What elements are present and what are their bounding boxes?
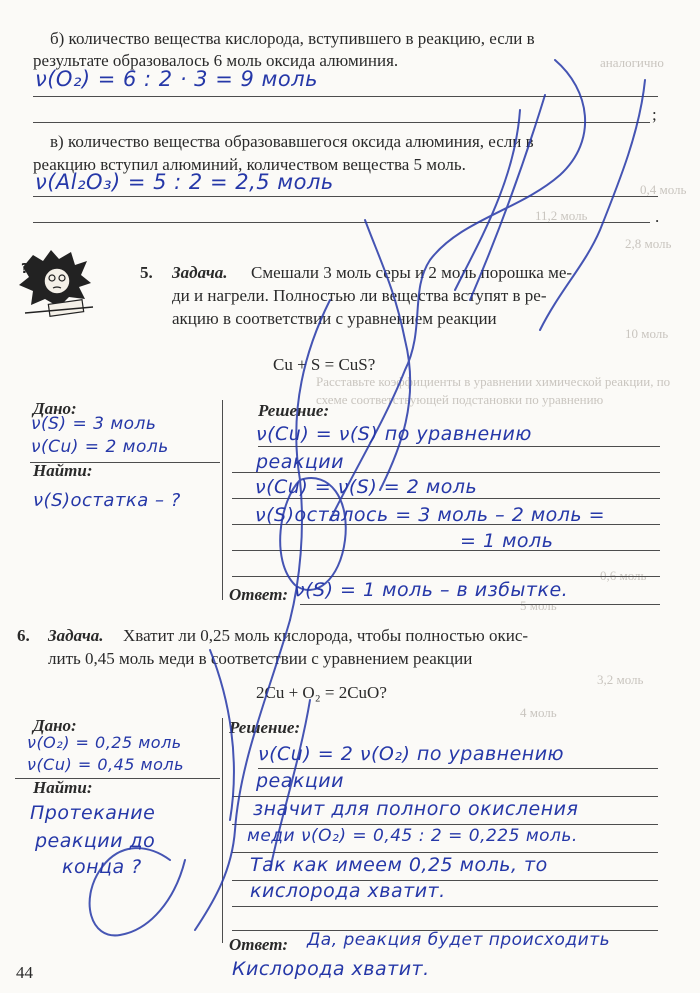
task5-dano-value: ν(S) = 3 моль (31, 414, 157, 434)
task5-label: Задача. (172, 263, 228, 282)
task6-solution-step: кислорода хватит. (250, 880, 446, 902)
item-c-line1: в) количество вещества образовавшегося оксида алюминия, если в (50, 132, 534, 151)
item-b-line2: результате образовалось 6 моль оксида алюминия. (33, 51, 399, 70)
task5-line1: Смешали 3 моль серы и 2 моль порошка ме- (251, 263, 573, 282)
task6-solution-step: Так как имеем 0,25 моль, то (250, 854, 548, 876)
task6-naiti-label: Найти: (33, 778, 93, 797)
item-c-answer: ν(Al₂O₃) = 5 : 2 = 2,5 моль (35, 170, 334, 194)
bleed-text: 3,2 моль (597, 672, 644, 687)
task6-equation: 2Cu + O₂ = 2CuO? (256, 683, 387, 702)
task5-solution-step: ν(Cu) = ν(S) = 2 моль (255, 476, 478, 498)
item-c-line2: реакцию вступил алюминий, количеством вещества 5 моль. (33, 155, 466, 174)
task6-dano-value: ν(Cu) = 0,45 моль (27, 755, 185, 774)
bleed-text: Расставьте коэффициенты в уравнении химической реакции, по (316, 374, 671, 389)
task6-answer: Да, реакция будет происходить (307, 930, 611, 950)
item-c-period: . (655, 207, 660, 226)
page-number: 44 (16, 963, 33, 982)
task5-solution-step: реакции (256, 451, 344, 473)
task5-dano-label: Дано: (33, 399, 77, 418)
task5-naiti-label: Найти: (33, 461, 93, 480)
item-b-line1: б) количество вещества кислорода, вступившего в реакцию, если в (50, 29, 535, 48)
bleed-text: 0,6 моль (600, 568, 647, 583)
task5-dano-value: ν(Cu) = 2 моль (31, 437, 169, 457)
bleed-text: 2,8 моль (625, 236, 672, 251)
task6-naiti-value: реакции до (35, 830, 156, 852)
task6-line1: Хватит ли 0,25 моль кислорода, чтобы полностью окис- (123, 626, 529, 645)
item-b-semicolon: ; (652, 105, 657, 124)
task6-otvet-label: Ответ: (229, 935, 289, 954)
bleed-text: 10 моль (625, 326, 669, 341)
task5-answer: ν(S) = 1 моль – в избытке. (294, 579, 569, 601)
task6-naiti-value: конца ? (62, 856, 142, 878)
task6-solution-step: ν(Cu) = 2 ν(O₂) по уравнению (258, 743, 565, 765)
task5-otvet-label: Ответ: (229, 585, 289, 604)
task6-solution-step: меди ν(O₂) = 0,45 : 2 = 0,225 моль. (247, 826, 578, 846)
task6-naiti-value: Протекание (30, 802, 156, 824)
task6-line2: лить 0,45 моль меди в соответствии с уравнением реакции (48, 649, 473, 668)
task5-naiti-value: ν(S)остатка – ? (33, 490, 181, 511)
bleed-text: 11,2 моль (535, 208, 588, 223)
bleed-text: 5 моль (520, 598, 557, 613)
task5-reshenie-label: Решение: (258, 401, 330, 420)
task5-line3: акцию в соответствии с уравнением реакции (172, 309, 497, 328)
task5-line2: ди и нагрели. Полностью ли вещества вступят в ре- (172, 286, 547, 305)
task5-solution-step: = 1 моль (460, 530, 554, 552)
task6-label: Задача. (48, 626, 104, 645)
bleed-text: 4 моль (520, 705, 557, 720)
task6-dano-label: Дано: (33, 716, 77, 735)
item-b-answer: ν(O₂) = 6 : 2 · 3 = 9 моль (35, 67, 319, 91)
task5-solution-step: ν(Cu) = ν(S) по уравнению (256, 423, 532, 445)
task6-answer: Кислорода хватит. (232, 958, 430, 980)
task6-solution-step: значит для полного окисления (253, 798, 579, 820)
task5-solution-step: ν(S)осталось = 3 моль – 2 моль = (255, 504, 606, 526)
task6-reshenie-label: Решение: (229, 718, 301, 737)
task5-equation: Cu + S = CuS? (273, 355, 376, 374)
task5-number: 5. (140, 263, 153, 282)
task6-dano-value: ν(O₂) = 0,25 моль (27, 733, 182, 752)
task6-number: 6. (17, 626, 30, 645)
bleed-text: аналогично (600, 55, 664, 70)
bleed-text: 0,4 моль (640, 182, 687, 197)
svg-text:?: ? (21, 262, 29, 277)
task6-solution-step: реакции (256, 770, 344, 792)
bleed-text: схеме соответствующей подстановки по уравнению (316, 392, 604, 407)
